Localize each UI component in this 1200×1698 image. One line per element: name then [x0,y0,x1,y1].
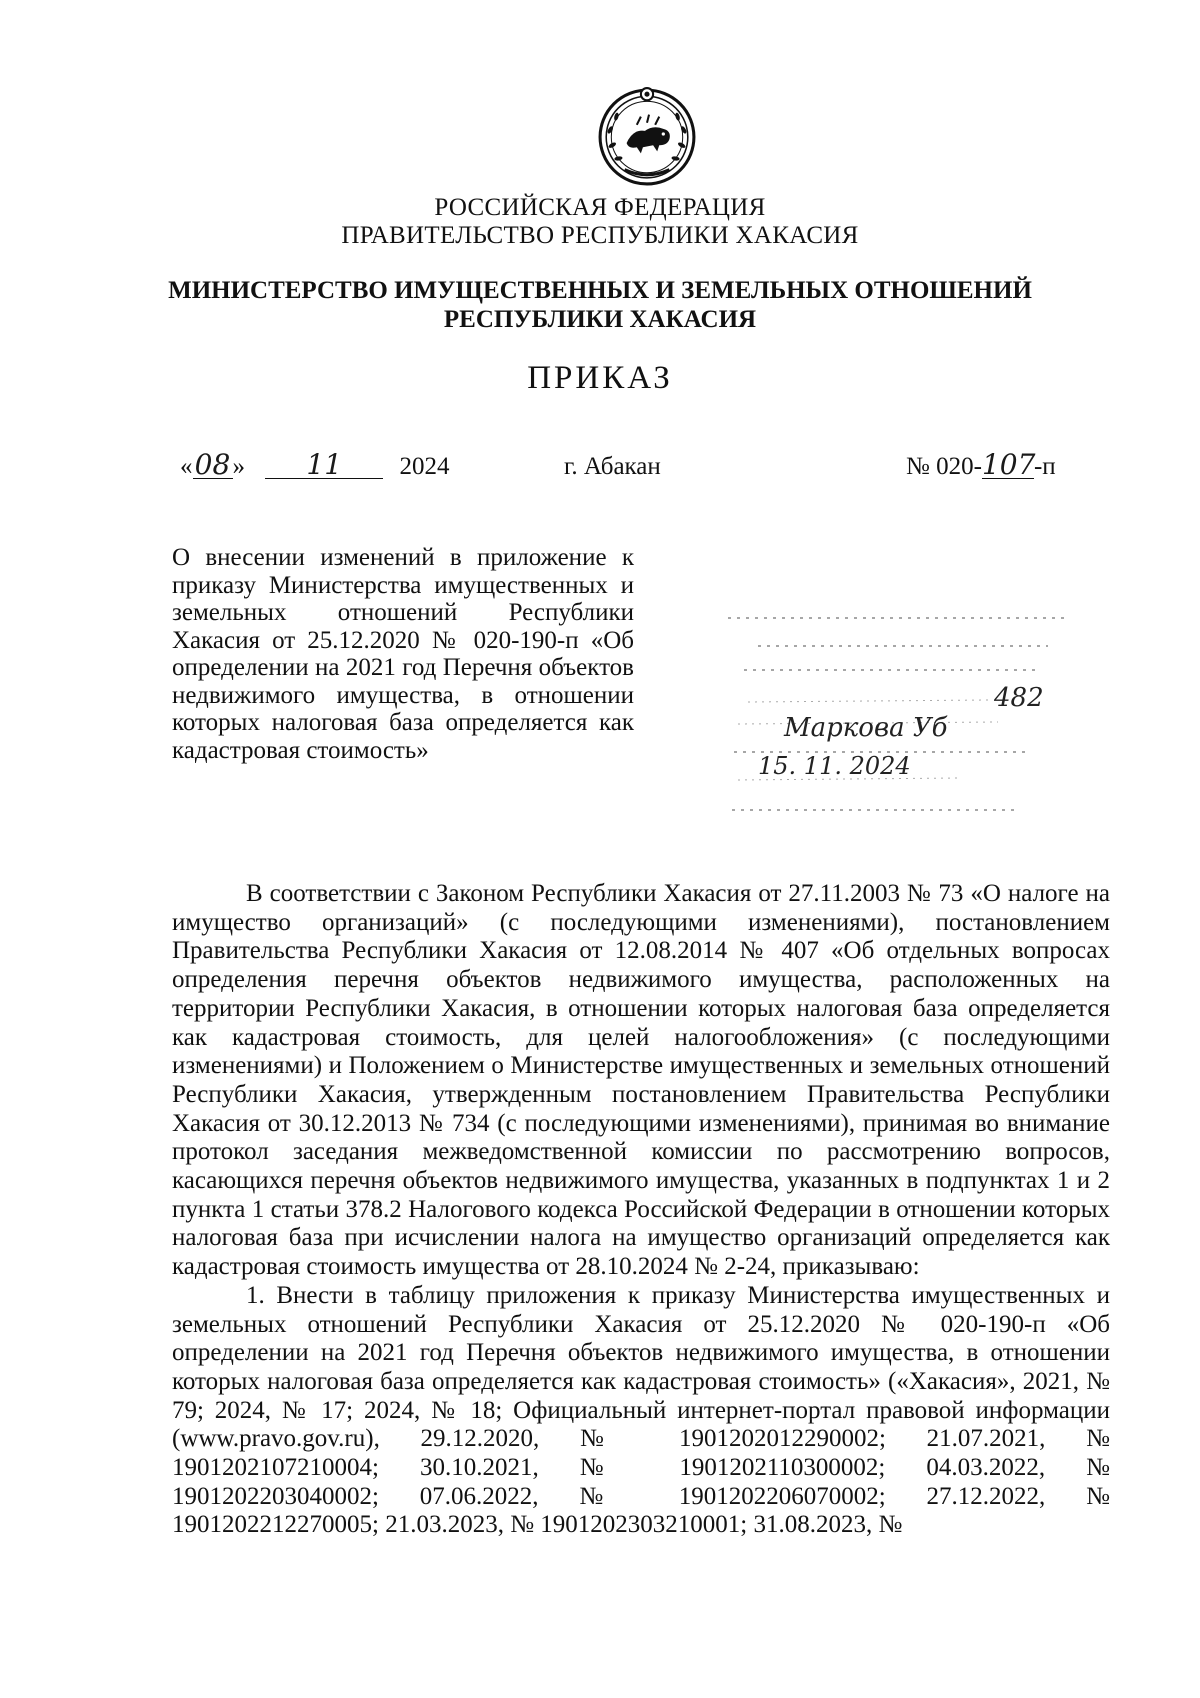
order-city: г. Абакан [564,453,661,480]
date-year: 2024 [399,453,450,480]
stamp-registration-number: 482 [994,683,1044,713]
date-day-handwritten: 08 [193,452,233,479]
registration-stamp [728,612,1080,818]
date-open-quote: « [180,453,193,480]
ministry-header [0,276,1200,334]
preamble-paragraph: В соответствии с Законом Республики Хакасия от 27.11.2003 № 73 «О налоге на имущество организаций» (с последующими изменениями), постановлением Правительства Республики Хакасия от 12.08.2014 № 407 «Об отдельных вопросах определения перечня объектов недвижимого имущества, расположенных на территории Республики Хакасия, в отношении которых налоговая база определяется как кадастровая стоимость, для целей налогообложения» (с последующими изменениями) и Положением о Министерстве имущественных и земельных отношений Республики Хакасия, утвержденным постановлением Правительства Республики Хакасия от 30.12.2013 № 734 (с последующими изменениями), принимая во внимание протокол заседания межведомственной комиссии по рассмотрению вопросов, касающихся перечня объектов недвижимого имущества, указанных в подпунктах 1 и 2 пункта 1 статьи 378.2 Налогового кодекса Российской Федерации в отношении которых налоговая база при исчислении налога на имущество организаций определяется как кадастровая стоимость имущества от 28.10.2024 № 2-24, приказываю: [172,880,1110,1281]
stamp-registration-date: 15. 11. 2024 [758,752,911,780]
stamp-registrar-name: Маркова Уб [784,713,948,743]
country-name: РОССИЙСКАЯ ФЕДЕРАЦИЯ [434,194,766,221]
order-number-prefix: № 020- [906,453,982,480]
order-subject: О внесении изменений в приложение к приказу Министерства имущественных и земельных отношений Республики Хакасия от 25.12.2020 № 020-190-п «Об определении на 2021 год Перечня объектов недвижимого имущества, в отношении которых налоговая база определяется как кадастровая стоимость» [172,544,634,764]
order-date [180,448,450,482]
order-number-suffix: -п [1033,453,1056,480]
document-type-title: ПРИКАЗ [527,360,673,396]
state-header [0,194,1200,250]
ministry-name-line2: РЕСПУБЛИКИ ХАКАСИЯ [443,306,757,333]
date-close-quote: » [232,453,245,480]
order-number [906,448,1056,482]
order-number-handwritten: 107 [981,448,1036,481]
date-month-handwritten: 11 [265,452,383,479]
khakassia-coat-of-arms-emblem [596,84,698,186]
government-name: ПРАВИТЕЛЬСТВО РЕСПУБЛИКИ ХАКАСИЯ [341,222,859,249]
ministry-name-line1: МИНИСТЕРСТВО ИМУЩЕСТВЕННЫХ И ЗЕМЕЛЬНЫХ ОТНОШЕНИЙ [168,277,1032,304]
item-1-paragraph: 1. Внести в таблицу приложения к приказу Министерства имущественных и земельных отношений Республики Хакасия от 25.12.2020 № 020-190-п «Об определении на 2021 год Перечня объектов недвижимого имущества, в отношении которых налоговая база определяется как кадастровая стоимость» («Хакасия», 2021, № 79; 2024, № 17; 2024, № 18; Официальный интернет-портал правовой информации (www.pravo.gov.ru), 29.12.2020, № 1901202012290002; 21.07.2021, № 1901202107210004; 30.10.2021, № 1901202110300002; 04.03.2022, № 1901202203040002; 07.06.2022, № 1901202206070002; 27.12.2022, № 1901202212270005; 21.03.2023, № 1901202303210001; 31.08.2023, № [172,1281,1110,1539]
order-body [172,880,1110,1540]
